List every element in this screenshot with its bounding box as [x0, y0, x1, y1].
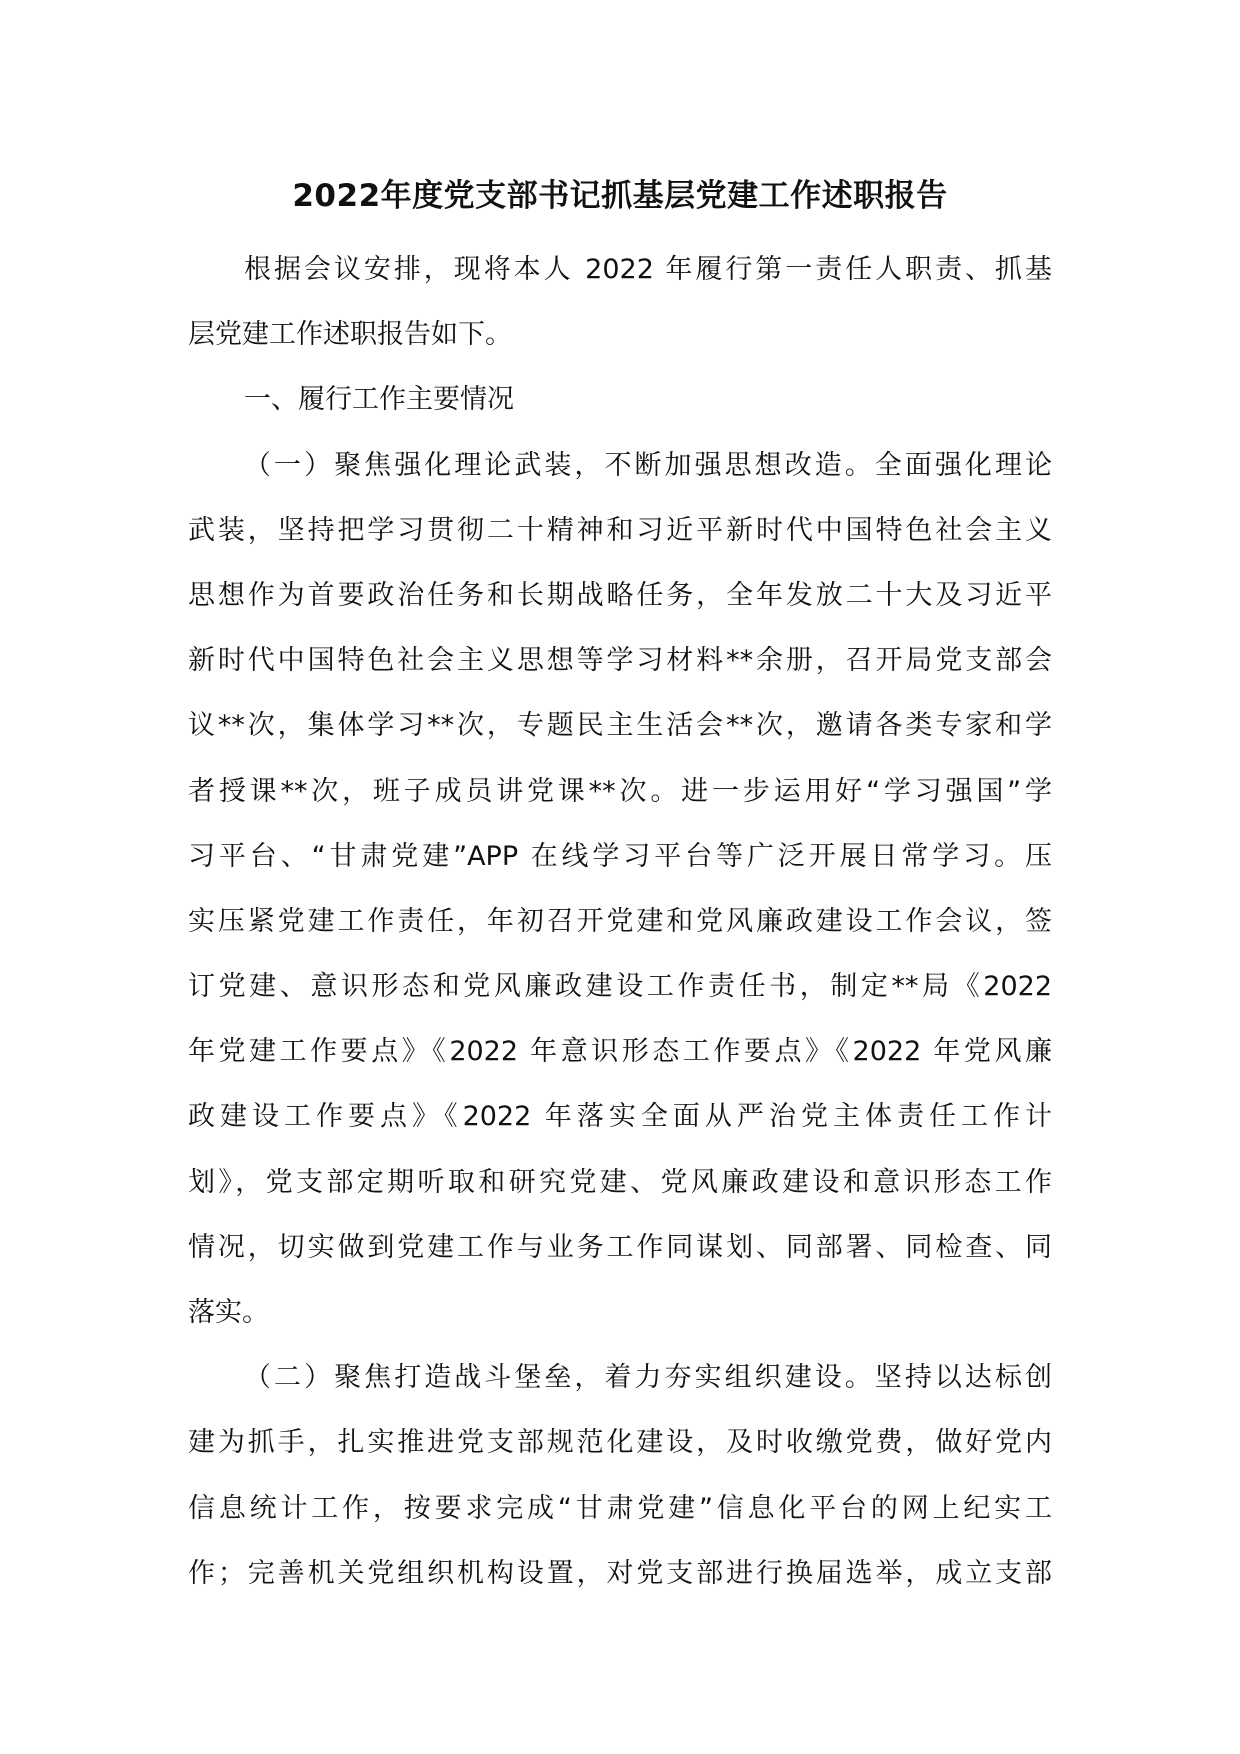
paragraph-3-line-3: 信息统计工作，按要求完成“甘肃党建”信息化平台的网上纪实工 [188, 1492, 1052, 1524]
paragraph-2-line-11: 政建设工作要点》《2022 年落实全面从严治党主体责任工作计 [188, 1101, 1052, 1133]
section-heading-1: 一、履行工作主要情况 [244, 384, 514, 416]
paragraph-2-line-8: 实压紧党建工作责任，年初召开党建和党风廉政建设工作会议，签 [188, 905, 1052, 937]
paragraph-2-line-12: 划》，党支部定期听取和研究党建、党风廉政建设和意识形态工作 [188, 1166, 1052, 1198]
paragraph-2-line-9: 订党建、意识形态和党风廉政建设工作责任书，制定**局《2022 [188, 971, 1052, 1003]
paragraph-2-line-7: 习平台、“甘肃党建”APP 在线学习平台等广泛开展日常学习。压 [188, 840, 1052, 872]
paragraph-2-line-10: 年党建工作要点》《2022 年意识形态工作要点》《2022 年党风廉 [188, 1036, 1052, 1068]
paragraph-1-line-1: 根据会议安排，现将本人 2022 年履行第一责任人职责、抓基 [244, 254, 1052, 285]
document-title: 2022年度党支部书记抓基层党建工作述职报告 [292, 178, 948, 214]
paragraph-2-line-3: 思想作为首要政治任务和长期战略任务，全年发放二十大及习近平 [188, 579, 1052, 611]
paragraph-3-line-4: 作；完善机关党组织机构设置，对党支部进行换届选举，成立支部 [188, 1557, 1052, 1589]
paragraph-2-line-2: 武装，坚持把学习贯彻二十精神和习近平新时代中国特色社会主义 [188, 514, 1052, 546]
paragraph-3-line-1: （二）聚焦打造战斗堡垒，着力夯实组织建设。坚持以达标创 [244, 1362, 1052, 1394]
paragraph-1-line-2: 层党建工作述职报告如下。 [188, 319, 512, 351]
paragraph-2-line-14: 落实。 [188, 1297, 269, 1328]
paragraph-2-line-6: 者授课**次，班子成员讲党课**次。进一步运用好“学习强国”学 [188, 775, 1052, 807]
document-body [188, 237, 1052, 1606]
paragraph-2-line-13: 情况，切实做到党建工作与业务工作同谋划、同部署、同检查、同 [188, 1231, 1052, 1263]
paragraph-2-line-5: 议**次，集体学习**次，专题民主生活会**次，邀请各类专家和学 [188, 710, 1052, 742]
paragraph-2-line-1: （一）聚焦强化理论武装，不断加强思想改造。全面强化理论 [244, 449, 1052, 481]
paragraph-3-line-2: 建为抓手，扎实推进党支部规范化建设，及时收缴党费，做好党内 [188, 1427, 1052, 1459]
paragraph-2-line-4: 新时代中国特色社会主义思想等学习材料**余册，召开局党支部会 [188, 645, 1052, 677]
